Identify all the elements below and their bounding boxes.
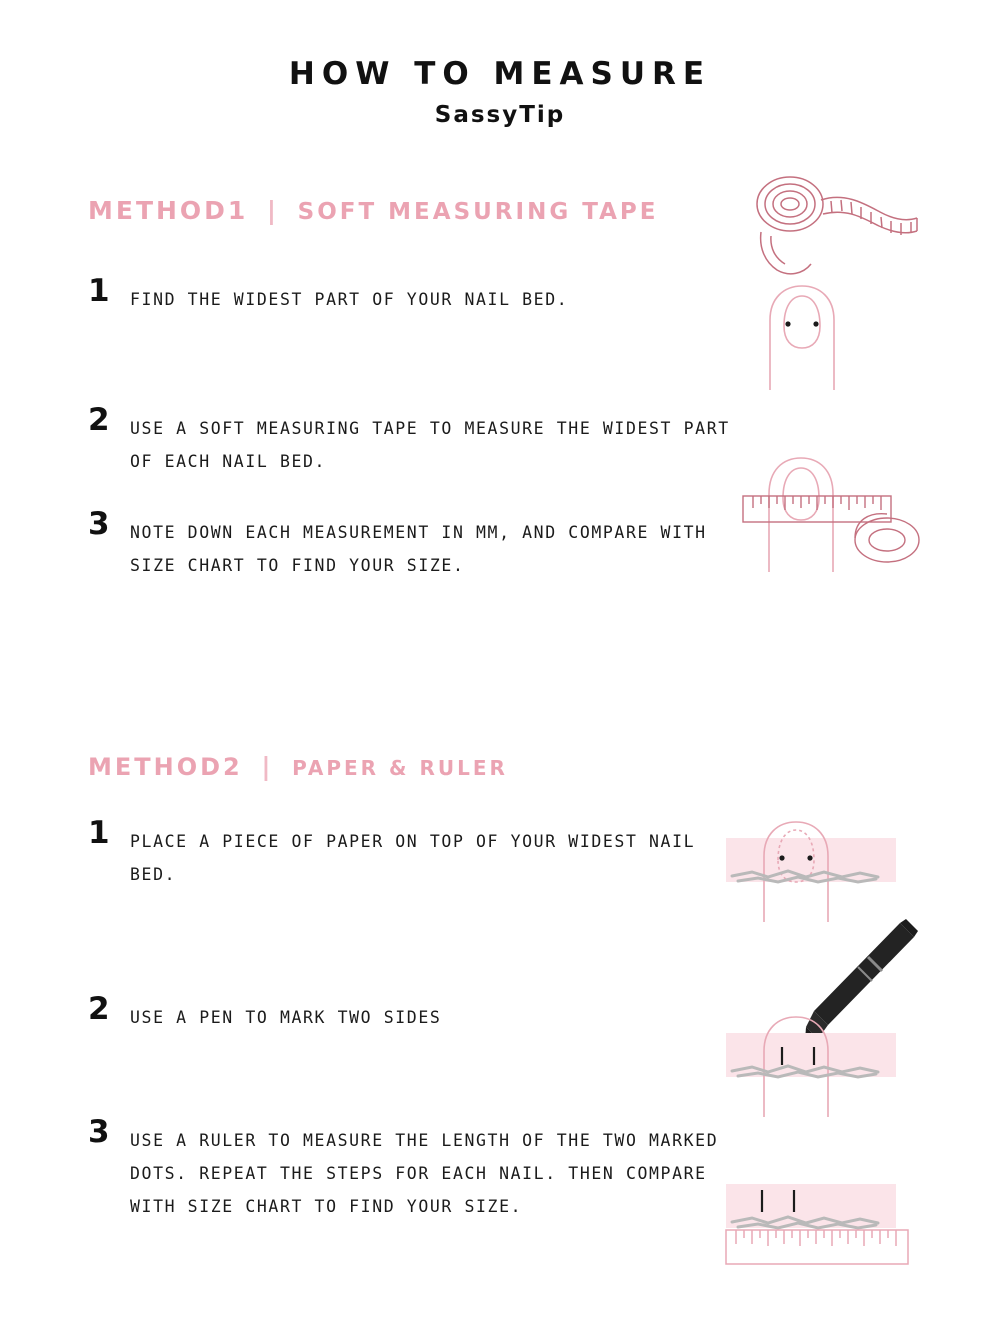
method-2-heading — [0, 752, 1000, 781]
method-2-separator: | — [261, 752, 274, 781]
brand-name: SassyTip — [434, 102, 566, 128]
method-2-subtitle: PAPER & RULER — [292, 756, 508, 780]
pen-marking-paper-illustration — [718, 905, 928, 1129]
step-number: 3 — [88, 506, 110, 542]
step-text: USE A PEN TO MARK TWO SIDES — [130, 1008, 442, 1027]
finger-with-measuring-tape-illustration — [735, 448, 925, 582]
page-title: HOW TO MEASURE — [288, 56, 712, 92]
step-number: 2 — [88, 991, 110, 1027]
step-number: 3 — [88, 1114, 110, 1150]
step-text: NOTE DOWN EACH MEASUREMENT IN MM, AND COMPARE WITH SIZE CHART TO FIND YOUR SIZE. — [130, 523, 707, 575]
page-header — [0, 0, 1000, 128]
method-1-separator: | — [266, 196, 280, 225]
step-number: 1 — [88, 815, 110, 851]
step-text: PLACE A PIECE OF PAPER ON TOP OF YOUR WIDEST NAIL BED. — [130, 832, 696, 884]
step-number: 2 — [88, 402, 110, 438]
method-1-subtitle: SOFT MEASURING TAPE — [297, 199, 659, 225]
finger-nail-bed-illustration — [740, 282, 870, 396]
step-text: USE A SOFT MEASURING TAPE TO MEASURE THE WIDEST PART OF EACH NAIL BED. — [130, 419, 730, 471]
measuring-tape-roll-illustration — [735, 170, 920, 284]
method-1-label: METHOD1 — [88, 196, 249, 225]
method-2-label: METHOD2 — [88, 753, 243, 781]
step-number: 1 — [88, 273, 110, 309]
ruler-measuring-marks-illustration — [718, 1178, 918, 1292]
step-text: USE A RULER TO MEASURE THE LENGTH OF THE TWO MARKED DOTS. REPEAT THE STEPS FOR EACH NAIL. THEN COMPARE WITH SIZE CHART TO FIND YOUR SIZE. — [130, 1131, 719, 1216]
step-text: FIND THE WIDEST PART OF YOUR NAIL BED. — [130, 290, 569, 309]
